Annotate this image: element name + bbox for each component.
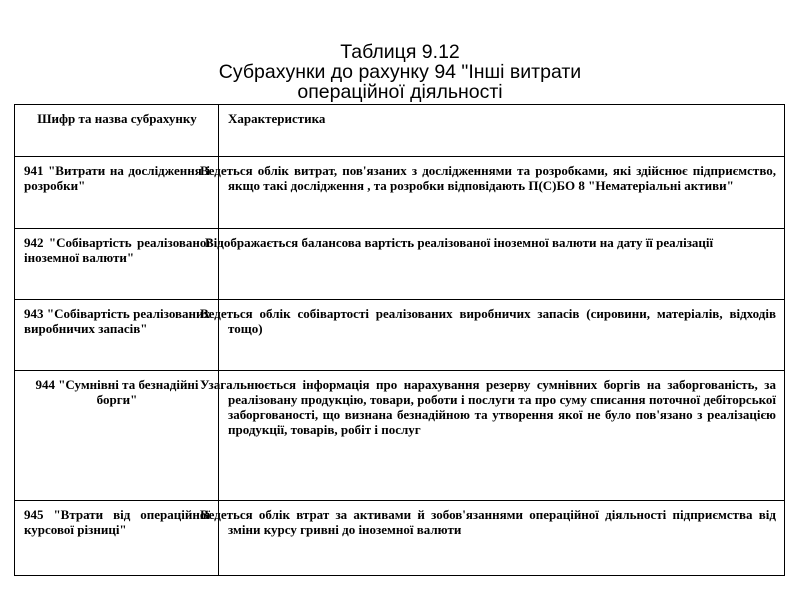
subaccount-code: 945 "Втрати від операційної курсової різниці" xyxy=(15,501,219,576)
subaccount-code: 941 "Витрати на дослідження і розробки" xyxy=(15,157,219,229)
subaccount-code: 943 "Собівартість реалізованих виробничих запасів" xyxy=(15,300,219,371)
table-caption-line-2: операційної діяльності xyxy=(297,81,503,103)
table-row xyxy=(15,300,785,371)
subaccount-description: Узагальнюється інформація про нарахування резерву сумнівних боргів на заборгованість, за реалізовану продукцію, товари, роботи і послуги та про суму списання поточної дебіторської заборгованості, що визнана безнадійною та утворення якої не було пов'язано з реалізацією продукції, товарів, робіт і послуг xyxy=(219,371,785,501)
subaccount-description: Ведеться облік втрат за активами й зобов'язаннями операційної діяльності підприємства від зміни курсу гривні до іноземної валюти xyxy=(219,501,785,576)
subaccounts-table xyxy=(14,104,785,576)
subaccount-code: 944 "Сумнівні та безнадійні борги" xyxy=(15,371,219,501)
subaccount-description: Ведеться облік собівартості реалізованих виробничих запасів (сировини, матеріалів, відходів тощо) xyxy=(219,300,785,371)
subaccount-description: Відображається балансова вартість реалізованої іноземної валюти на дату її реалізації xyxy=(219,229,785,300)
header-description: Характеристика xyxy=(219,105,785,157)
subaccount-code: 942 "Собівартість реалізованої іноземної валюти" xyxy=(15,229,219,300)
table-header-row xyxy=(15,105,785,157)
header-code: Шифр та назва субрахунку xyxy=(15,105,219,157)
table-row xyxy=(15,229,785,300)
table-row xyxy=(15,501,785,576)
table-row xyxy=(15,157,785,229)
table-row xyxy=(15,371,785,501)
table-number: Таблиця 9.12 xyxy=(340,41,460,63)
subaccount-description: Ведеться облік витрат, пов'язаних з дослідженнями та розробками, які здійснює підприємство, якщо такі дослідження , та розробки відповідають П(С)БО 8 "Нематеріальні активи" xyxy=(219,157,785,229)
table-title xyxy=(0,42,800,102)
table-caption-line-1: Субрахунки до рахунку 94 "Інші витрати xyxy=(218,61,582,83)
